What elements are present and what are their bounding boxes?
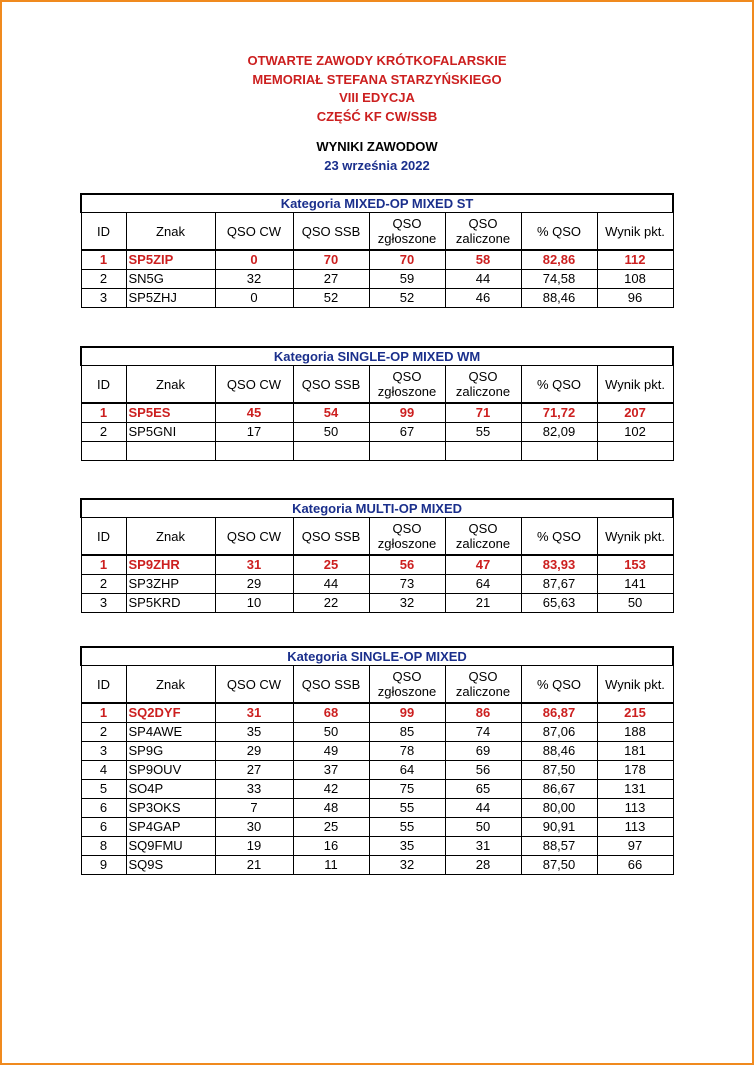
col-pct-qso-header: % QSO [521,518,597,556]
table-row [81,555,673,575]
cell-qso-zaliczone: 46 [445,289,521,308]
header-line: QSO [392,521,422,536]
cell-qso-zgloszone: 32 [369,594,445,613]
cell-qso-cw: 45 [215,403,293,423]
cell-qso-cw: 21 [215,856,293,875]
cell-wynik [597,442,673,461]
cell-wynik: 181 [597,742,673,761]
cell-wynik: 178 [597,761,673,780]
col-znak-header: Znak [126,518,215,556]
header-line: zaliczone [455,231,511,246]
col-qso-zgloszone-header [369,518,445,556]
cell-qso-cw: 29 [215,575,293,594]
cell-pct-qso: 87,67 [521,575,597,594]
cell-id: 1 [81,555,126,575]
cell-qso-zaliczone: 74 [445,723,521,742]
cell-pct-qso: 88,46 [521,742,597,761]
col-id-header: ID [81,518,126,556]
cell-znak: SP9OUV [126,761,215,780]
cell-id: 3 [81,289,126,308]
document-header [0,52,754,126]
category-title-row [81,347,673,366]
column-header-row [81,666,673,704]
cell-qso-zgloszone [369,442,445,461]
cell-id: 9 [81,856,126,875]
col-qso-cw-header: QSO CW [215,366,293,404]
cell-qso-zgloszone: 70 [369,250,445,270]
cell-wynik: 112 [597,250,673,270]
cell-znak: SQ2DYF [126,703,215,723]
cell-qso-zgloszone: 67 [369,423,445,442]
cell-pct-qso: 90,91 [521,818,597,837]
table-row [81,575,673,594]
cell-qso-zgloszone: 78 [369,742,445,761]
header-line: QSO [392,669,422,684]
category-table [80,498,674,613]
cell-qso-cw: 29 [215,742,293,761]
category-title: Kategoria MULTI-OP MIXED [81,499,673,518]
table-row [81,780,673,799]
col-qso-zaliczone-header [445,518,521,556]
cell-qso-zgloszone: 99 [369,703,445,723]
cell-qso-ssb: 68 [293,703,369,723]
col-wynik-header: Wynik pkt. [597,518,673,556]
cell-pct-qso: 82,86 [521,250,597,270]
col-qso-ssb-header: QSO SSB [293,366,369,404]
category-title-row [81,194,673,213]
table-row [81,703,673,723]
cell-qso-zaliczone: 64 [445,575,521,594]
cell-qso-ssb: 27 [293,270,369,289]
col-qso-zgloszone-header [369,666,445,704]
cell-qso-cw [215,442,293,461]
cell-znak: SQ9S [126,856,215,875]
cell-pct-qso: 87,50 [521,856,597,875]
col-wynik-header: Wynik pkt. [597,666,673,704]
cell-qso-zaliczone: 44 [445,799,521,818]
results-date: 23 września 2022 [324,158,430,173]
cell-qso-ssb: 54 [293,403,369,423]
table-row [81,403,673,423]
table-row [81,761,673,780]
col-qso-ssb-header: QSO SSB [293,213,369,251]
cell-wynik: 113 [597,818,673,837]
cell-znak: SN5G [126,270,215,289]
col-qso-zaliczone-header [445,213,521,251]
cell-wynik: 50 [597,594,673,613]
cell-znak: SP3OKS [126,799,215,818]
header-line: zgłoszone [377,536,437,551]
cell-qso-ssb: 25 [293,555,369,575]
header-line-2: MEMORIAŁ STEFANA STARZYŃSKIEGO [252,71,502,87]
cell-id [81,442,126,461]
cell-qso-zgloszone: 56 [369,555,445,575]
cell-qso-cw: 27 [215,761,293,780]
cell-qso-zaliczone: 69 [445,742,521,761]
table-row [81,423,673,442]
col-znak-header: Znak [126,213,215,251]
cell-pct-qso: 80,00 [521,799,597,818]
col-pct-qso-header: % QSO [521,213,597,251]
table-row [81,594,673,613]
cell-qso-zgloszone: 64 [369,761,445,780]
cell-wynik: 215 [597,703,673,723]
cell-pct-qso: 65,63 [521,594,597,613]
cell-id: 8 [81,837,126,856]
category-table [80,646,674,875]
col-qso-cw-header: QSO CW [215,666,293,704]
cell-qso-ssb: 25 [293,818,369,837]
header-line: QSO [468,369,498,384]
cell-znak: SP5ES [126,403,215,423]
col-znak-header: Znak [126,666,215,704]
table-row [81,856,673,875]
table-row [81,289,673,308]
header-line-4: CZĘŚĆ KF CW/SSB [316,108,438,124]
cell-qso-ssb: 52 [293,289,369,308]
cell-qso-zaliczone: 44 [445,270,521,289]
cell-znak: SP9ZHR [126,555,215,575]
cell-qso-ssb: 70 [293,250,369,270]
cell-wynik: 97 [597,837,673,856]
cell-qso-zgloszone: 59 [369,270,445,289]
cell-qso-cw: 31 [215,703,293,723]
cell-pct-qso: 82,09 [521,423,597,442]
cell-pct-qso: 88,57 [521,837,597,856]
category-table [80,346,674,461]
cell-pct-qso: 86,87 [521,703,597,723]
cell-qso-zaliczone: 28 [445,856,521,875]
category-title: Kategoria SINGLE-OP MIXED [81,647,673,666]
cell-id: 2 [81,723,126,742]
table-row [81,442,673,461]
header-line: zgłoszone [377,684,437,699]
cell-znak: SO4P [126,780,215,799]
header-line: zaliczone [455,384,511,399]
col-wynik-header: Wynik pkt. [597,213,673,251]
cell-qso-zaliczone: 31 [445,837,521,856]
cell-pct-qso: 87,50 [521,761,597,780]
cell-znak: SP5KRD [126,594,215,613]
col-id-header: ID [81,666,126,704]
cell-znak: SP5GNI [126,423,215,442]
col-qso-cw-header: QSO CW [215,518,293,556]
cell-qso-zaliczone [445,442,521,461]
table-row [81,250,673,270]
cell-qso-cw: 32 [215,270,293,289]
cell-qso-cw: 0 [215,250,293,270]
cell-id: 6 [81,799,126,818]
cell-pct-qso: 83,93 [521,555,597,575]
col-pct-qso-header: % QSO [521,366,597,404]
cell-pct-qso: 88,46 [521,289,597,308]
cell-qso-zaliczone: 55 [445,423,521,442]
cell-qso-zgloszone: 85 [369,723,445,742]
cell-pct-qso [521,442,597,461]
cell-qso-cw: 7 [215,799,293,818]
table-row [81,270,673,289]
cell-id: 2 [81,270,126,289]
cell-qso-ssb: 49 [293,742,369,761]
cell-qso-zgloszone: 52 [369,289,445,308]
cell-qso-zaliczone: 58 [445,250,521,270]
category-title-row [81,499,673,518]
cell-id: 5 [81,780,126,799]
cell-id: 3 [81,594,126,613]
cell-qso-ssb: 48 [293,799,369,818]
column-header-row [81,366,673,404]
cell-qso-cw: 17 [215,423,293,442]
col-qso-zaliczone-header [445,666,521,704]
category-title: Kategoria SINGLE-OP MIXED WM [81,347,673,366]
cell-znak: SP4GAP [126,818,215,837]
cell-qso-ssb: 50 [293,723,369,742]
cell-id: 2 [81,423,126,442]
cell-qso-zaliczone: 65 [445,780,521,799]
cell-qso-ssb: 44 [293,575,369,594]
table-row [81,723,673,742]
cell-qso-cw: 33 [215,780,293,799]
cell-qso-cw: 0 [215,289,293,308]
cell-id: 1 [81,403,126,423]
col-qso-cw-header: QSO CW [215,213,293,251]
header-line: zaliczone [455,536,511,551]
cell-wynik: 153 [597,555,673,575]
header-line: QSO [392,369,422,384]
cell-wynik: 207 [597,403,673,423]
cell-id: 3 [81,742,126,761]
cell-qso-cw: 10 [215,594,293,613]
cell-wynik: 102 [597,423,673,442]
header-line-1: OTWARTE ZAWODY KRÓTKOFALARSKIE [247,53,507,68]
cell-qso-cw: 30 [215,818,293,837]
cell-qso-zaliczone: 47 [445,555,521,575]
cell-id: 6 [81,818,126,837]
cell-znak: SQ9FMU [126,837,215,856]
cell-qso-zgloszone: 55 [369,818,445,837]
cell-qso-cw: 31 [215,555,293,575]
cell-znak [126,442,215,461]
cell-qso-ssb: 11 [293,856,369,875]
header-line-3: VIII EDYCJA [339,90,415,105]
header-line: QSO [468,669,498,684]
cell-wynik: 108 [597,270,673,289]
cell-qso-ssb: 37 [293,761,369,780]
cell-wynik: 141 [597,575,673,594]
cell-znak: SP9G [126,742,215,761]
cell-qso-zgloszone: 75 [369,780,445,799]
cell-qso-zgloszone: 55 [369,799,445,818]
cell-pct-qso: 87,06 [521,723,597,742]
col-id-header: ID [81,213,126,251]
cell-znak: SP5ZHJ [126,289,215,308]
col-wynik-header: Wynik pkt. [597,366,673,404]
cell-id: 2 [81,575,126,594]
cell-qso-zgloszone: 35 [369,837,445,856]
col-qso-zaliczone-header [445,366,521,404]
cell-id: 1 [81,703,126,723]
cell-wynik: 66 [597,856,673,875]
cell-wynik: 113 [597,799,673,818]
cell-id: 4 [81,761,126,780]
cell-pct-qso: 86,67 [521,780,597,799]
cell-qso-zaliczone: 50 [445,818,521,837]
cell-wynik: 96 [597,289,673,308]
cell-qso-zaliczone: 21 [445,594,521,613]
header-line: QSO [468,216,498,231]
table-row [81,818,673,837]
cell-qso-cw: 35 [215,723,293,742]
cell-pct-qso: 71,72 [521,403,597,423]
results-title: WYNIKI ZAWODOW [316,139,438,154]
col-znak-header: Znak [126,366,215,404]
col-pct-qso-header: % QSO [521,666,597,704]
cell-znak: SP4AWE [126,723,215,742]
cell-qso-ssb: 22 [293,594,369,613]
col-qso-ssb-header: QSO SSB [293,518,369,556]
cell-pct-qso: 74,58 [521,270,597,289]
col-qso-zgloszone-header [369,213,445,251]
cell-id: 1 [81,250,126,270]
header-line: zgłoszone [377,231,437,246]
cell-qso-ssb: 42 [293,780,369,799]
table-row [81,837,673,856]
cell-qso-zaliczone: 56 [445,761,521,780]
table-row [81,742,673,761]
cell-znak: SP5ZIP [126,250,215,270]
cell-qso-ssb: 50 [293,423,369,442]
cell-qso-ssb [293,442,369,461]
cell-qso-zgloszone: 99 [369,403,445,423]
cell-qso-zgloszone: 73 [369,575,445,594]
cell-znak: SP3ZHP [126,575,215,594]
category-title-row [81,647,673,666]
header-line: QSO [392,216,422,231]
category-table [80,193,674,308]
cell-wynik: 131 [597,780,673,799]
category-title: Kategoria MIXED-OP MIXED ST [81,194,673,213]
column-header-row [81,518,673,556]
cell-qso-zgloszone: 32 [369,856,445,875]
cell-qso-zaliczone: 71 [445,403,521,423]
header-line: QSO [468,521,498,536]
header-line: zaliczone [455,684,511,699]
table-row [81,799,673,818]
cell-qso-ssb: 16 [293,837,369,856]
column-header-row [81,213,673,251]
cell-qso-cw: 19 [215,837,293,856]
col-qso-ssb-header: QSO SSB [293,666,369,704]
col-id-header: ID [81,366,126,404]
cell-wynik: 188 [597,723,673,742]
cell-qso-zaliczone: 86 [445,703,521,723]
col-qso-zgloszone-header [369,366,445,404]
header-line: zgłoszone [377,384,437,399]
